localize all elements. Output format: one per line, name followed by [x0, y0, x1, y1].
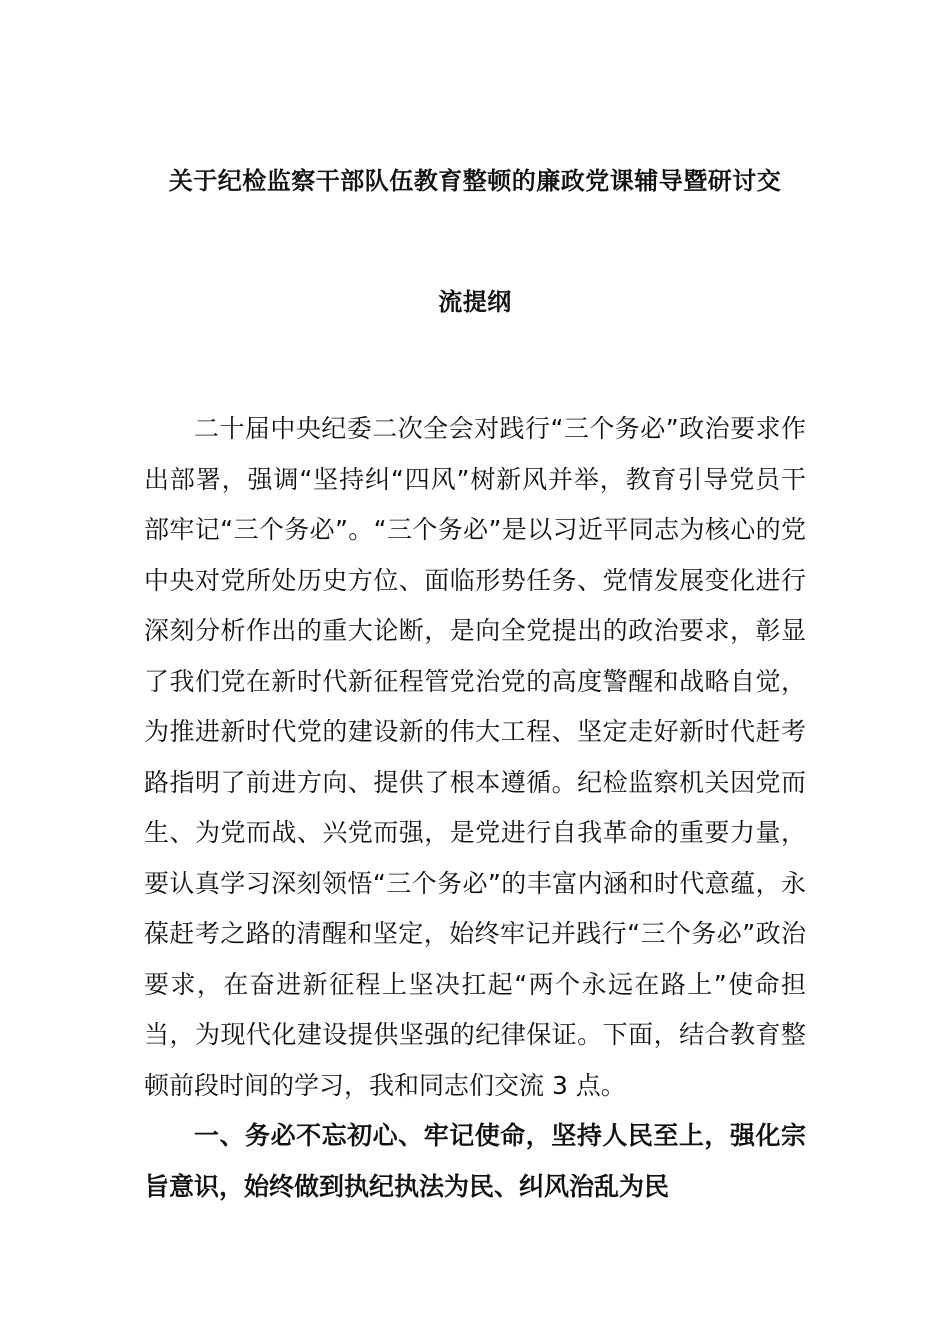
- section-heading: 一、务必不忘初心、牢记使命，坚持人民至上，强化宗旨意识，始终做到执纪执法为民、纠风治乱为民: [144, 1121, 806, 1201]
- body-paragraph: 二十届中央纪委二次全会对践行“三个务必”政治要求作出部署，强调“坚持纠“四风”树新风并举，教育引导党员干部牢记“三个务必”。“三个务必”是以习近平同志为核心的党中央对党所处历史方位、面临形势任务、党情发展变化进行深刻分析作出的重大论断，是向全党提出的政治要求，彰显了我们党在新时代新征程管党治党的高度警醒和战略自觉，为推进新时代党的建设新的伟大工程、坚定走好新时代赶考路指明了前进方向、提供了根本遵循。纪检监察机关因党而生、为党而战、兴党而强，是党进行自我革命的重要力量，要认真学习深刻领悟“三个务必”的丰富内涵和时代意蕴，永葆赶考之路的清醒和坚定，始终牢记并践行“三个务必”政治要求，在奋进新征程上坚决扛起“两个永远在路上”使命担当，为现代化建设提供坚强的纪律保证。下面，结合教育整顿前段时间的学习，我和同志们交流 3 点。: [144, 414, 806, 1100]
- document-body: [144, 404, 806, 1212]
- document-title-line-2: 流提纲: [438, 288, 512, 316]
- document-title-line-1: 关于纪检监察干部队伍教育整顿的廉政党课辅导暨研讨交: [168, 167, 782, 195]
